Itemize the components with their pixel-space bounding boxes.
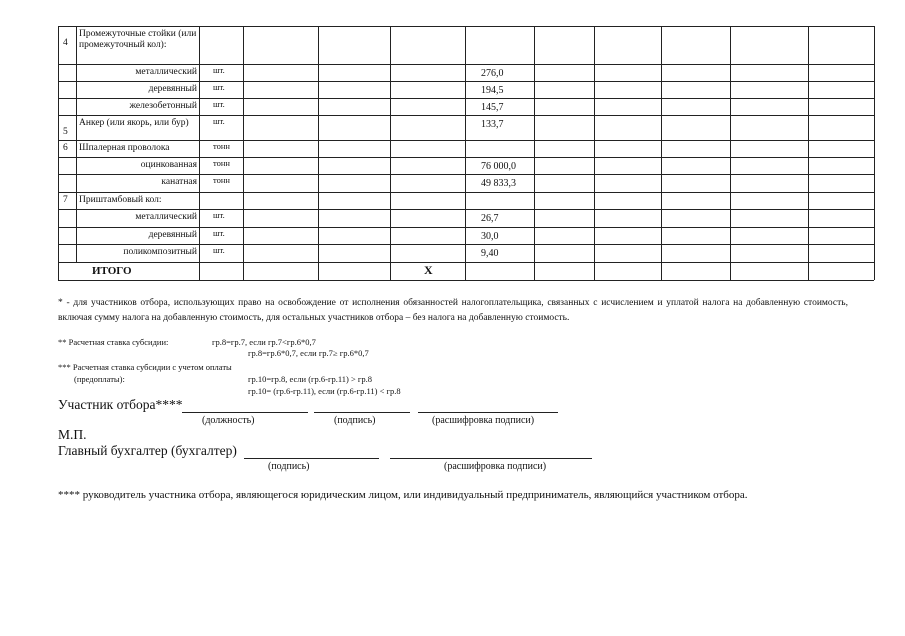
row-name: металлический [135,67,197,77]
row-name: Промежуточные стойки (или промежуточный кол): [79,29,197,50]
decode-caption: (расшифровка подписи) [432,415,535,426]
row-unit: шт. [213,82,225,92]
accountant-decode-line [390,458,592,459]
vat-footnote: * - для участников отбора, использующих право на освобождение от исполнения обязанностей налогоплательщика, связанных с исчислением и уплатой налога на добавленную стоимость, включая сумму налога на добавленную стоимость, для остальных участников отбора – без налога на добавленную стоимость. [58,298,848,323]
row-unit: шт. [213,210,225,220]
row-name: поликомпозитный [123,247,197,257]
decode-line [418,412,558,413]
prepay-formula-1: гр.10=гр.8, если (гр.6-гр.11) > гр.8 [248,374,372,384]
participant-label: Участник отбора**** [58,397,183,412]
accountant-decode-caption: (расшифровка подписи) [444,461,547,472]
row-value: 30,0 [481,231,499,242]
row-unit: тонн [213,158,230,168]
row-name: канатная [161,177,197,187]
row-unit: шт. [213,228,225,238]
row-value: 133,7 [481,119,504,130]
row-number: 6 [63,143,68,153]
accountant-label: Главный бухгалтер (бухгалтер) [58,443,237,458]
row-name: железобетонный [129,101,197,111]
row-value: 76 000,0 [481,161,516,172]
row-number: 7 [63,195,68,205]
prepay-formula-2: гр.10= (гр.6-гр.11), если (гр.6-гр.11) < гр.8 [248,386,401,396]
seal-label: М.П. [58,427,87,442]
rate-label: ** Расчетная ставка субсидии: [58,337,169,347]
accountant-signature-caption: (подпись) [268,461,310,472]
row-value: 26,7 [481,213,499,224]
row-name: Шпалерная проволока [79,143,170,153]
prepay-label-1: *** Расчетная ставка субсидии с учетом оплаты [58,362,232,372]
head-footnote: **** руководитель участника отбора, являющегося юридическим лицом, или индивидуальный предприниматель, являющийся участником отбора. [58,489,748,501]
position-line [182,412,308,413]
signature-caption: (подпись) [334,415,376,426]
row-unit: шт. [213,65,225,75]
row-unit: тонн [213,175,230,185]
row-unit: шт. [213,99,225,109]
row-unit: шт. [213,245,225,255]
row-name: Анкер (или якорь, или бур) [79,118,189,128]
rate-formula-1: гр.8=гр.7, если гр.7<гр.6*0,7 [212,337,316,347]
row-name: Приштамбовый кол: [79,195,162,205]
row-unit: тонн [213,141,230,151]
row-number: 4 [63,38,68,48]
total-label: ИТОГО [92,265,132,277]
row-value: 194,5 [481,85,504,96]
prepay-label-2: (предоплаты): [74,374,125,384]
position-caption: (должность) [202,415,255,426]
total-x-mark: Х [424,263,433,277]
row-name: деревянный [148,84,197,94]
row-name: металлический [135,212,197,222]
row-name: деревянный [148,230,197,240]
row-unit: шт. [213,116,225,126]
accountant-signature-line [244,458,379,459]
rate-formula-2: гр.8=гр.6*0,7, если гр.7≥ гр.6*0,7 [248,348,369,358]
row-value: 49 833,3 [481,178,516,189]
row-value: 9,40 [481,248,499,259]
signature-line [314,412,410,413]
row-name: оцинкованная [140,160,197,170]
row-value: 145,7 [481,102,504,113]
row-value: 276,0 [481,68,504,79]
row-number: 5 [63,127,68,137]
